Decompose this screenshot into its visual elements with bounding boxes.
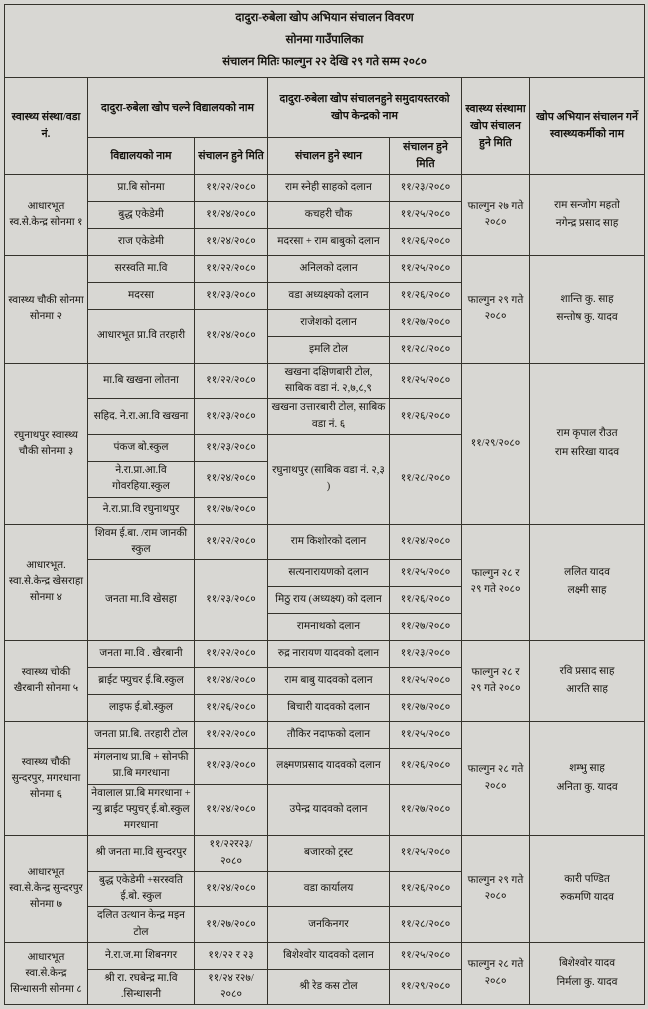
institution-cell: आधारभूत स्वा.से.केन्द्र सुन्दरपुर सोनमा ७: [5, 836, 88, 943]
place-cell: वडा कार्यालय: [268, 871, 390, 907]
header-hf-date: स्वास्थ्य संस्थामा खोप संचालन हुने मिति: [462, 78, 530, 174]
school-name-cell: शिवम ई.बा. /राम जानकी स्कुल: [88, 524, 195, 560]
school-name-cell: मंगलनाथ प्रा.बि + सोनफी प्रा.बि मगरधाना: [88, 749, 195, 785]
workers-cell: बिशेश्वोर यादव निर्मला कु. यादव: [530, 942, 645, 1005]
school-date-cell: ११/२२/२०८०: [195, 524, 268, 560]
place-cell: मदरसा + राम बाबुको दलान: [268, 228, 390, 255]
place-date-cell: ११/२६/२०८०: [390, 587, 462, 614]
workers-cell: कारी पण्डित रुकमणि यादव: [530, 836, 645, 943]
document-title: दादुरा-रुबेला खोप अभियान संचालन विवरण: [235, 12, 414, 24]
school-date-cell: ११/२४/२०८०: [195, 668, 268, 695]
place-cell: राजेशको दलान: [268, 309, 390, 336]
school-name-cell: सहिद. ने.रा.आ.वि खखना: [88, 399, 195, 435]
school-date-cell: ११/२४/२०८०: [195, 871, 268, 907]
place-date-cell: ११/२८/२०८०: [390, 336, 462, 363]
document-title-block: [5, 5, 645, 78]
school-name-cell: नेवालाल प्रा.बि मगरधाना + न्यु ब्राईट फ्युचर् ई.बो.स्कुल मगरधाना: [88, 784, 195, 836]
place-date-cell: ११/२६/२०८०: [390, 749, 462, 785]
place-date-cell: ११/२५/२०८०: [390, 836, 462, 872]
table-row: [5, 174, 645, 201]
table-row: [5, 942, 645, 969]
place-date-cell: ११/२६/२०८०: [390, 282, 462, 309]
school-date-cell: ११/२२/२०८०: [195, 255, 268, 282]
school-name-cell: श्री रा. रघबेन्द्र मा.वि .सिन्धासनी: [88, 969, 195, 1005]
place-date-cell: ११/२६/२०८०: [390, 399, 462, 435]
place-date-cell: ११/२७/२०८०: [390, 784, 462, 836]
school-name-cell: बुद्ध एकेडेमी +सरस्वति ई.बो. स्कुल: [88, 871, 195, 907]
table-row: [5, 524, 645, 560]
school-date-cell: ११/२४/२०८०: [195, 228, 268, 255]
place-date-cell: ११/२७/२०८०: [390, 614, 462, 641]
header-school-group: दादुरा-रुबेला खोप चल्ने विद्यालयको नाम: [88, 78, 268, 138]
school-name-cell: दलित उत्थान केन्द्र मइन टोल: [88, 907, 195, 943]
header-community-group: दादुरा-रुबेला खोप संचालनहुने समुदायस्तरको खोप केन्द्रको नाम: [268, 78, 462, 138]
place-cell: इमलि टोल: [268, 336, 390, 363]
hf-date-cell: ११/२९/२०८०: [462, 363, 530, 524]
place-date-cell: ११/२४/२०८०: [390, 524, 462, 560]
header-row-main: [5, 78, 645, 138]
school-name-cell: ने.रा.प्रा.वि रघुनाथपुर: [88, 497, 195, 524]
place-date-cell: ११/२९/२०८०: [390, 969, 462, 1005]
place-cell: रुद्र नारायण यादवको दलान: [268, 641, 390, 668]
school-date-cell: ११/२४ र२७/ २०८०: [195, 969, 268, 1005]
school-name-cell: मदरसा: [88, 282, 195, 309]
hf-date-cell: फाल्गुन २८ गते २०८०: [462, 942, 530, 1005]
place-date-cell: ११/२८/२०८०: [390, 434, 462, 524]
hf-date-cell: फाल्गुन २८ गते २०८०: [462, 722, 530, 836]
place-cell: खखना उत्तारबारी टोल, साबिक वडा नं. ६: [268, 399, 390, 435]
school-date-cell: ११/२७/२०८०: [195, 907, 268, 943]
school-name-cell: पंकज बो.स्कुल: [88, 434, 195, 461]
header-place: संचालन हुने स्थान: [268, 138, 390, 174]
school-date-cell: ११/२२/२०८०: [195, 174, 268, 201]
place-cell: राम बाबु यादवको दलान: [268, 668, 390, 695]
place-cell: अनिलको दलान: [268, 255, 390, 282]
place-date-cell: ११/२५/२०८०: [390, 722, 462, 749]
school-name-cell: जनता मा.वि . खैरबानी: [88, 641, 195, 668]
school-date-cell: ११/२२/२०८०: [195, 363, 268, 399]
table-row: [5, 722, 645, 749]
place-cell: उपेन्द्र यादवको दलान: [268, 784, 390, 836]
place-cell: श्री रेड कस टोल: [268, 969, 390, 1005]
municipality-name: सोनमा गाउँपालिका: [285, 33, 364, 46]
institution-cell: स्वास्थ्य चौकी सुन्दरपुर, मगरधाना सोनमा ६: [5, 722, 88, 836]
school-date-cell: ११/२३/२०८०: [195, 749, 268, 785]
school-name-cell: मा.बि खखना लोतना: [88, 363, 195, 399]
hf-date-cell: फाल्गुन २८ र २९ गते २०८०: [462, 524, 530, 641]
place-cell: कचहरी चौक: [268, 201, 390, 228]
table-row: [5, 255, 645, 282]
school-date-cell: ११/२२ र २३: [195, 942, 268, 969]
place-cell: राम किशोरको दलान: [268, 524, 390, 560]
school-date-cell: ११/२३/२०८०: [195, 434, 268, 461]
place-date-cell: ११/२५/२०८०: [390, 255, 462, 282]
hf-date-cell: फाल्गुन २९ गते २०८०: [462, 255, 530, 363]
school-date-cell: ११/२३/२०८०: [195, 399, 268, 435]
place-cell: बिशेश्वोर यादवको दलान: [268, 942, 390, 969]
school-name-cell: बुद्ध एकेडेमी: [88, 201, 195, 228]
workers-cell: शम्भु साह अनिता कु. यादव: [530, 722, 645, 836]
campaign-dates: संचालन मितिः फाल्गुन २२ देखि २९ गते सम्म २०८०: [222, 55, 427, 68]
place-cell: रघुनाथपुर (साबिक वडा नं. २,३ ): [268, 434, 390, 524]
school-date-cell: ११/२६/२०८०: [195, 695, 268, 722]
place-date-cell: ११/२५/२०८०: [390, 668, 462, 695]
place-cell: बिचारी यादवको दलान: [268, 695, 390, 722]
school-date-cell: ११/२४/२०८०: [195, 784, 268, 836]
place-date-cell: ११/२७/२०८०: [390, 309, 462, 336]
school-date-cell: ११/२३/२०८०: [195, 282, 268, 309]
place-date-cell: ११/२५/२०८०: [390, 942, 462, 969]
school-name-cell: आधारभूत प्रा.वि तरहारी: [88, 309, 195, 363]
table-body: [5, 174, 645, 1005]
school-date-cell: ११/२२/२०८०: [195, 641, 268, 668]
workers-cell: राम कृपाल रौउत राम सरिखा यादव: [530, 363, 645, 524]
place-cell: लक्ष्मणप्रसाद यादवको दलान: [268, 749, 390, 785]
school-date-cell: ११/२२र२३/ २०८०: [195, 836, 268, 872]
school-name-cell: लाइफ ई.बो.स्कुल: [88, 695, 195, 722]
place-cell: बजारको ट्रस्ट: [268, 836, 390, 872]
workers-cell: राम सन्जोग महतो नगेन्द्र प्रसाद साह: [530, 174, 645, 255]
header-school-date: संचालन हुने मिति: [195, 138, 268, 174]
school-date-cell: ११/२४/२०८०: [195, 201, 268, 228]
place-date-cell: ११/२६/२०८०: [390, 871, 462, 907]
school-name-cell: श्री जनता मा.वि सुन्दरपुर: [88, 836, 195, 872]
workers-cell: रवि प्रसाद साह आरति साह: [530, 641, 645, 722]
place-date-cell: ११/२५/२०८०: [390, 363, 462, 399]
table-row: [5, 363, 645, 399]
school-date-cell: ११/२४/२०८०: [195, 461, 268, 497]
place-cell: खखना दक्षिणबारी टोल, साबिक वडा नं. २,७,८,९: [268, 363, 390, 399]
place-cell: तौकिर नदाफको दलान: [268, 722, 390, 749]
school-name-cell: जनता प्रा.बि. तरहारी टोल: [88, 722, 195, 749]
place-cell: सत्यनारायणको दलान: [268, 560, 390, 587]
place-date-cell: ११/२३/२०८०: [390, 641, 462, 668]
school-name-cell: जनता मा.वि खेसहा: [88, 560, 195, 641]
vaccination-schedule-table: [4, 4, 645, 1005]
school-name-cell: ने.रा.ज.मा शिबनगर: [88, 942, 195, 969]
school-date-cell: ११/२४/२०८०: [195, 309, 268, 363]
header-worker: खोप अभियान संचालन गर्ने स्वास्थ्यकर्मीको नाम: [530, 78, 645, 174]
school-name-cell: सरस्वति मा.वि: [88, 255, 195, 282]
title-row: [5, 5, 645, 78]
place-date-cell: ११/२३/२०८०: [390, 174, 462, 201]
school-name-cell: राज एकेडेमी: [88, 228, 195, 255]
place-date-cell: ११/२६/२०८०: [390, 228, 462, 255]
place-cell: जनकिनगर: [268, 907, 390, 943]
place-cell: वडा अध्यक्ष्यको दलान: [268, 282, 390, 309]
institution-cell: रघुनाथपुर स्वास्थ्य चौकी सोनमा ३: [5, 363, 88, 524]
school-name-cell: प्रा.बि सोनमा: [88, 174, 195, 201]
table-row: [5, 641, 645, 668]
place-cell: रामनाथको दलान: [268, 614, 390, 641]
institution-cell: स्वास्थ्य चौकी सोनमा सोनमा २: [5, 255, 88, 363]
place-date-cell: ११/२८/२०८०: [390, 907, 462, 943]
place-date-cell: ११/२५/२०८०: [390, 560, 462, 587]
hf-date-cell: फाल्गुन २७ गते २०८०: [462, 174, 530, 255]
workers-cell: ललित यादव लक्ष्मी साह: [530, 524, 645, 641]
header-school-name: विद्यालयको नाम: [88, 138, 195, 174]
school-date-cell: ११/२३/२०८०: [195, 560, 268, 641]
place-date-cell: ११/२५/२०८०: [390, 201, 462, 228]
school-name-cell: ने.रा.प्रा.आ.वि गोवरहिया.स्कुल: [88, 461, 195, 497]
school-date-cell: ११/२७/२०८०: [195, 497, 268, 524]
workers-cell: शान्ति कु. साह सन्तोष कु. यादव: [530, 255, 645, 363]
institution-cell: स्वास्थ्य चोकी खैरबानी सोनमा ५: [5, 641, 88, 722]
school-name-cell: ब्राईट फ्युचर ई.बि.स्कुल: [88, 668, 195, 695]
place-date-cell: ११/२७/२०८०: [390, 695, 462, 722]
institution-cell: आधारभूत स्व.से.केन्द्र सोनमा १: [5, 174, 88, 255]
institution-cell: आधारभूत. स्वा.से.केन्द्र खेसराहा सोनमा ४: [5, 524, 88, 641]
hf-date-cell: फाल्गुन २८ र २९ गते २०८०: [462, 641, 530, 722]
place-cell: मिठु राय (अध्यक्ष्य) को दलान: [268, 587, 390, 614]
institution-cell: आधारभूत स्वा.से.केन्द्र सिन्धासनी सोनमा ८: [5, 942, 88, 1005]
place-cell: राम स्नेही साहको दलान: [268, 174, 390, 201]
school-date-cell: ११/२२/२०८०: [195, 722, 268, 749]
header-place-date: संचालन हुने मिति: [390, 138, 462, 174]
hf-date-cell: फाल्गुन २९ गते २०८०: [462, 836, 530, 943]
header-institution: स्वास्थ्य संस्था/वडा नं.: [5, 78, 88, 174]
table-row: [5, 836, 645, 872]
